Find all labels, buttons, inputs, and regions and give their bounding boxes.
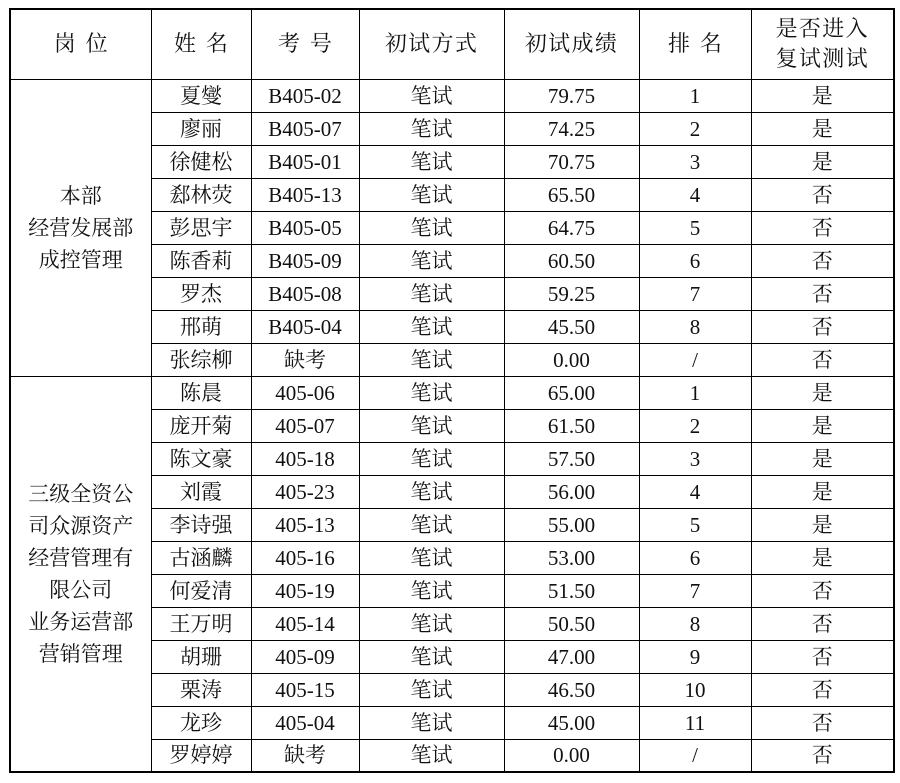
name-cell: 徐健松 <box>151 145 251 178</box>
rank-cell: 7 <box>639 574 751 607</box>
exam-no-cell: B405-04 <box>251 310 359 343</box>
score-cell: 53.00 <box>504 541 639 574</box>
pass-cell: 是 <box>751 508 894 541</box>
rank-cell: 3 <box>639 442 751 475</box>
pass-cell: 是 <box>751 475 894 508</box>
pass-cell: 是 <box>751 145 894 178</box>
pass-cell: 否 <box>751 310 894 343</box>
pass-cell: 是 <box>751 442 894 475</box>
exam-no-cell: 405-09 <box>251 640 359 673</box>
exam-no-cell: 405-13 <box>251 508 359 541</box>
score-cell: 64.75 <box>504 211 639 244</box>
name-cell: 夏燮 <box>151 79 251 112</box>
exam-no-cell: 405-16 <box>251 541 359 574</box>
method-cell: 笔试 <box>359 277 504 310</box>
header-rank: 排名 <box>639 9 751 79</box>
method-cell: 笔试 <box>359 673 504 706</box>
rank-cell: 8 <box>639 607 751 640</box>
rank-cell: 6 <box>639 244 751 277</box>
exam-no-cell: B405-09 <box>251 244 359 277</box>
score-cell: 47.00 <box>504 640 639 673</box>
score-cell: 65.50 <box>504 178 639 211</box>
name-cell: 陈香莉 <box>151 244 251 277</box>
name-cell: 庞开菊 <box>151 409 251 442</box>
exam-no-cell: 405-06 <box>251 376 359 409</box>
score-cell: 70.75 <box>504 145 639 178</box>
exam-no-cell: B405-02 <box>251 79 359 112</box>
score-cell: 74.25 <box>504 112 639 145</box>
exam-no-cell: 405-07 <box>251 409 359 442</box>
name-cell: 王万明 <box>151 607 251 640</box>
exam-no-cell: 405-14 <box>251 607 359 640</box>
name-cell: 邢萌 <box>151 310 251 343</box>
method-cell: 笔试 <box>359 343 504 376</box>
rank-cell: 8 <box>639 310 751 343</box>
method-cell: 笔试 <box>359 607 504 640</box>
rank-cell: 2 <box>639 112 751 145</box>
exam-no-cell: 405-18 <box>251 442 359 475</box>
score-table <box>9 8 895 773</box>
method-cell: 笔试 <box>359 409 504 442</box>
rank-cell: 2 <box>639 409 751 442</box>
method-cell: 笔试 <box>359 112 504 145</box>
method-cell: 笔试 <box>359 541 504 574</box>
table-row <box>10 79 894 112</box>
rank-cell: 5 <box>639 508 751 541</box>
score-cell: 45.00 <box>504 706 639 739</box>
method-cell: 笔试 <box>359 79 504 112</box>
position-label: 三级全资公 司众源资产 经营管理有 限公司 业务运营部 营销管理 <box>28 481 134 666</box>
name-cell: 罗婷婷 <box>151 739 251 772</box>
method-cell: 笔试 <box>359 376 504 409</box>
rank-cell: 6 <box>639 541 751 574</box>
method-cell: 笔试 <box>359 310 504 343</box>
score-cell: 59.25 <box>504 277 639 310</box>
position-label: 本部 经营发展部 成控管理 <box>28 183 134 272</box>
header-exam-no: 考号 <box>251 9 359 79</box>
pass-cell: 否 <box>751 673 894 706</box>
header-pass: 是否进入 复试测试 <box>751 9 894 79</box>
name-cell: 龙珍 <box>151 706 251 739</box>
method-cell: 笔试 <box>359 640 504 673</box>
header-row <box>10 9 894 79</box>
name-cell: 彭思宇 <box>151 211 251 244</box>
header-score: 初试成绩 <box>504 9 639 79</box>
name-cell: 胡珊 <box>151 640 251 673</box>
exam-no-cell: 405-04 <box>251 706 359 739</box>
name-cell: 古涵麟 <box>151 541 251 574</box>
rank-cell: 9 <box>639 640 751 673</box>
rank-cell: 7 <box>639 277 751 310</box>
pass-cell: 否 <box>751 607 894 640</box>
rank-cell: 3 <box>639 145 751 178</box>
pass-cell: 是 <box>751 79 894 112</box>
exam-no-cell: B405-01 <box>251 145 359 178</box>
score-cell: 65.00 <box>504 376 639 409</box>
rank-cell: 1 <box>639 79 751 112</box>
name-cell: 陈晨 <box>151 376 251 409</box>
pass-cell: 否 <box>751 277 894 310</box>
rank-cell: 5 <box>639 211 751 244</box>
score-cell: 79.75 <box>504 79 639 112</box>
pass-cell: 否 <box>751 343 894 376</box>
score-cell: 46.50 <box>504 673 639 706</box>
header-name: 姓名 <box>151 9 251 79</box>
pass-cell: 否 <box>751 574 894 607</box>
method-cell: 笔试 <box>359 145 504 178</box>
exam-no-cell: 405-15 <box>251 673 359 706</box>
method-cell: 笔试 <box>359 244 504 277</box>
method-cell: 笔试 <box>359 739 504 772</box>
score-cell: 51.50 <box>504 574 639 607</box>
exam-no-cell: B405-07 <box>251 112 359 145</box>
pass-cell: 否 <box>751 640 894 673</box>
exam-no-cell: 缺考 <box>251 739 359 772</box>
method-cell: 笔试 <box>359 211 504 244</box>
position-cell <box>10 376 151 772</box>
pass-cell: 是 <box>751 541 894 574</box>
rank-cell: 4 <box>639 475 751 508</box>
rank-cell: / <box>639 739 751 772</box>
name-cell: 何爱清 <box>151 574 251 607</box>
method-cell: 笔试 <box>359 574 504 607</box>
exam-no-cell: 405-23 <box>251 475 359 508</box>
score-cell: 0.00 <box>504 739 639 772</box>
exam-no-cell: B405-13 <box>251 178 359 211</box>
name-cell: 郄林荧 <box>151 178 251 211</box>
pass-cell: 否 <box>751 739 894 772</box>
method-cell: 笔试 <box>359 706 504 739</box>
score-cell: 56.00 <box>504 475 639 508</box>
exam-no-cell: B405-05 <box>251 211 359 244</box>
pass-cell: 否 <box>751 244 894 277</box>
rank-cell: / <box>639 343 751 376</box>
score-cell: 0.00 <box>504 343 639 376</box>
table-body <box>10 79 894 772</box>
name-cell: 栗涛 <box>151 673 251 706</box>
name-cell: 刘霞 <box>151 475 251 508</box>
method-cell: 笔试 <box>359 178 504 211</box>
name-cell: 张综柳 <box>151 343 251 376</box>
method-cell: 笔试 <box>359 508 504 541</box>
pass-cell: 是 <box>751 376 894 409</box>
position-cell <box>10 79 151 376</box>
pass-cell: 是 <box>751 112 894 145</box>
exam-no-cell: 405-19 <box>251 574 359 607</box>
exam-no-cell: B405-08 <box>251 277 359 310</box>
score-cell: 50.50 <box>504 607 639 640</box>
name-cell: 廖丽 <box>151 112 251 145</box>
pass-cell: 否 <box>751 706 894 739</box>
rank-cell: 11 <box>639 706 751 739</box>
header-position: 岗位 <box>10 9 151 79</box>
rank-cell: 4 <box>639 178 751 211</box>
table-row <box>10 376 894 409</box>
score-cell: 55.00 <box>504 508 639 541</box>
score-cell: 57.50 <box>504 442 639 475</box>
pass-cell: 否 <box>751 178 894 211</box>
method-cell: 笔试 <box>359 475 504 508</box>
table-header <box>10 9 894 79</box>
method-cell: 笔试 <box>359 442 504 475</box>
header-method: 初试方式 <box>359 9 504 79</box>
exam-no-cell: 缺考 <box>251 343 359 376</box>
score-cell: 61.50 <box>504 409 639 442</box>
name-cell: 李诗强 <box>151 508 251 541</box>
rank-cell: 10 <box>639 673 751 706</box>
name-cell: 陈文豪 <box>151 442 251 475</box>
pass-cell: 是 <box>751 409 894 442</box>
score-cell: 60.50 <box>504 244 639 277</box>
name-cell: 罗杰 <box>151 277 251 310</box>
score-cell: 45.50 <box>504 310 639 343</box>
pass-cell: 否 <box>751 211 894 244</box>
rank-cell: 1 <box>639 376 751 409</box>
